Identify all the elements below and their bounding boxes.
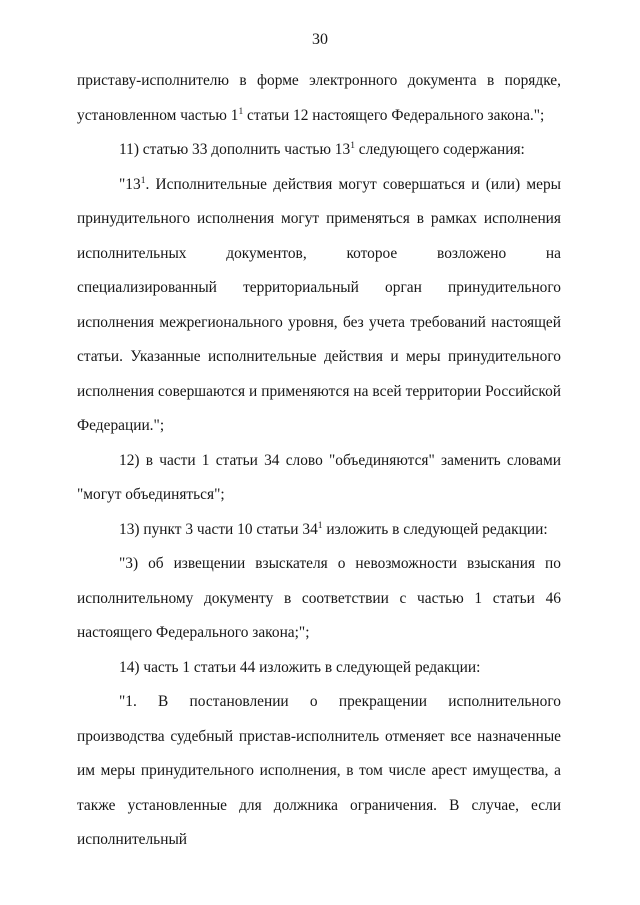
paragraph-item-14 (77, 651, 561, 686)
paragraph-text: 12) в части 1 статьи 34 слово "объединяются" заменить словами "могут объединяться"; (77, 451, 561, 503)
superscript-index: 1 (238, 106, 244, 117)
paragraph-text: изложить в следующей редакции: (322, 520, 548, 538)
paragraph-item-12 (77, 444, 561, 513)
paragraph-text: 14) часть 1 статьи 44 изложить в следующей редакции: (119, 658, 481, 676)
paragraph-point-3-text (77, 547, 561, 651)
paragraph-item-13 (77, 513, 561, 548)
paragraph-text: "13 (119, 175, 141, 193)
paragraph-text: 13) пункт 3 части 10 статьи 34 (119, 520, 318, 538)
paragraph-item-11 (77, 133, 561, 168)
document-body (77, 64, 561, 858)
paragraph-text: статьи 12 настоящего Федерального закона."; (243, 106, 545, 124)
paragraph-continuation (77, 64, 561, 133)
paragraph-text: приставу-исполнителю в форме электронного документа в порядке, установленном частью 1 (77, 72, 561, 124)
superscript-index: 1 (317, 520, 323, 531)
paragraph-part-1-text (77, 685, 561, 858)
paragraph-text: следующего содержания: (354, 141, 525, 158)
superscript-index: 1 (140, 175, 146, 186)
paragraph-article-13-1-text (77, 168, 561, 444)
paragraph-text: "1. В постановлении о прекращении исполнительного производства судебный пристав-исполнитель отменяет все назначенные им меры принудительного исполнения, в том числе арест имущества, а также установленные для должника ограничения. В случае, если исполнительный (77, 693, 561, 848)
page-number: 30 (312, 31, 328, 48)
paragraph-text: "3) об извещении взыскателя о невозможности взыскания по исполнительному документу в соответствии с частью 1 статьи 46 настоящего Федерального закона;"; (77, 555, 561, 641)
paragraph-text: . Исполнительные действия могут совершаться и (или) меры принудительного исполнения могут применяться в рамках исполнения исполнительных документов, которое возложено на специализированный территориальный орган принудительного исполнения межрегионального уровня, без учета требований настоящей статьи. Указанные исполнительные действия и меры принудительного исполнения совершаются и применяются на всей территории Российской Федерации."; (77, 175, 561, 434)
superscript-index: 1 (350, 141, 355, 151)
paragraph-text: 11) статью 33 дополнить частью 13 (119, 141, 351, 158)
